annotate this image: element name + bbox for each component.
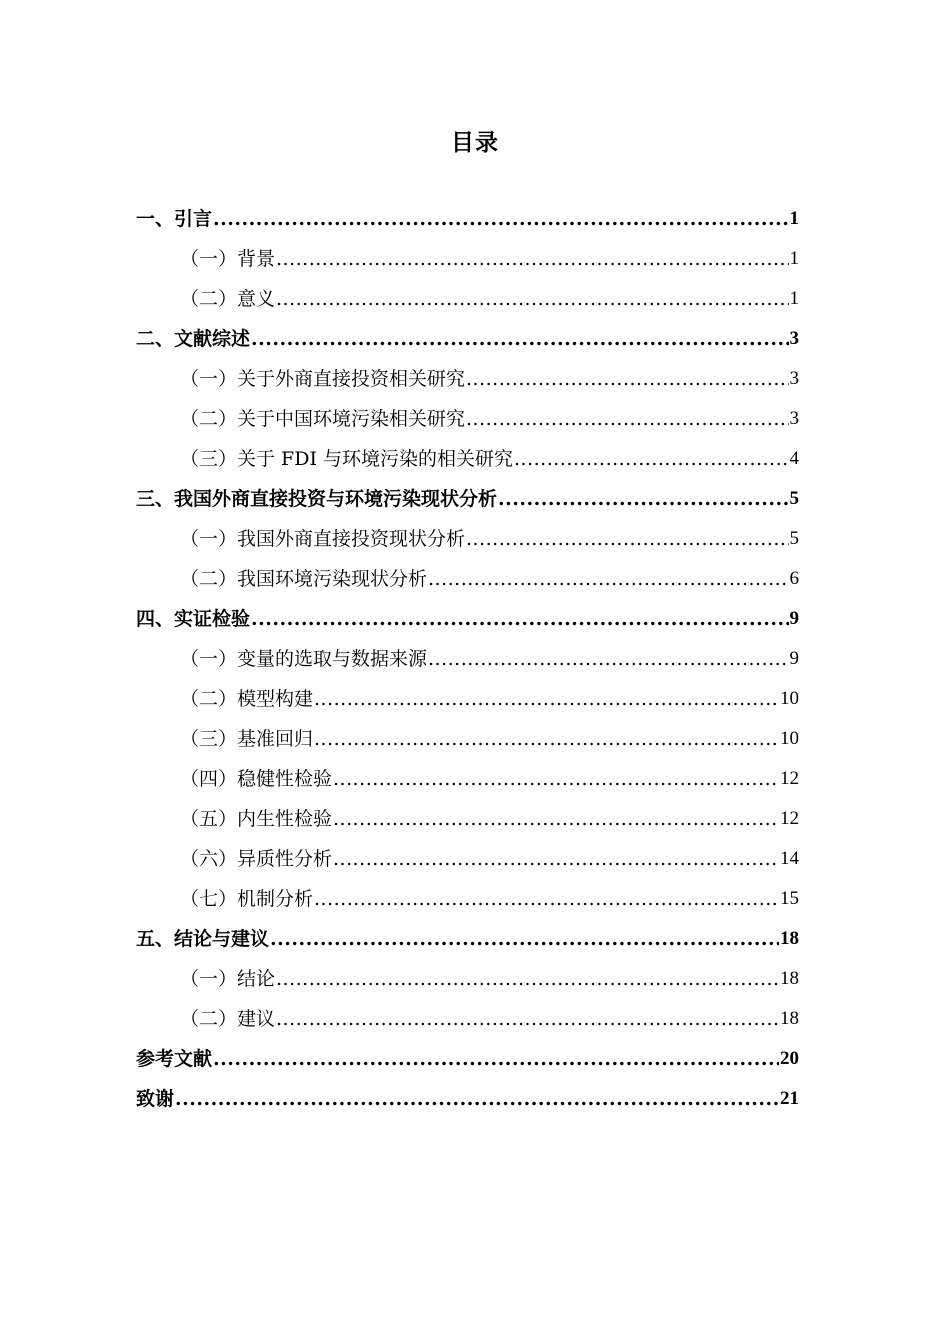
toc-entry-title: （五）内生性检验 [180,808,333,830]
toc-leader-dots [466,408,788,430]
toc-entry[interactable] [136,558,799,598]
toc-leader-dots [251,328,788,350]
toc-leader-dots [428,648,788,670]
toc-entry[interactable] [136,438,799,478]
toc-entry[interactable] [136,918,799,958]
toc-entry-title: （一）我国外商直接投资现状分析 [180,528,466,550]
toc-entry-title: （三）基准回归 [180,728,314,750]
toc-leader-dots [276,1008,779,1030]
toc-entry[interactable] [136,758,799,798]
toc-entry[interactable] [136,958,799,998]
toc-entry-title: （二）模型构建 [180,688,314,710]
toc-entry[interactable] [136,798,799,838]
toc-leader-dots [466,528,788,550]
toc-entry[interactable] [136,358,799,398]
toc-leader-dots [314,728,779,750]
toc-page-number: 10 [780,688,799,709]
toc-leader-dots [333,808,779,830]
toc-page-number: 1 [789,208,799,229]
toc-entry[interactable] [136,478,799,518]
toc-entry[interactable] [136,318,799,358]
toc-entry[interactable] [136,518,799,558]
toc-page-number: 5 [789,488,799,509]
toc-leader-dots [276,248,788,270]
toc-entry-title: （四）稳健性检验 [180,768,333,790]
toc-leader-dots [466,368,788,390]
toc-entry-title: 三、我国外商直接投资与环境污染现状分析 [136,488,498,510]
toc-entry-title: （三）关于 FDI 与环境污染的相关研究 [180,448,514,470]
toc-entry-title: 致谢 [136,1088,175,1110]
page-title: 目录 [451,129,499,156]
toc-leader-dots [314,888,779,910]
toc-entry[interactable] [136,838,799,878]
toc-page-number: 12 [780,808,799,829]
toc-entry[interactable] [136,1078,799,1118]
toc-leader-dots [498,488,788,510]
toc-entry-title: （一）关于外商直接投资相关研究 [180,368,466,390]
toc-entry[interactable] [136,1038,799,1078]
toc-entry-title: （二）我国环境污染现状分析 [180,568,428,590]
toc-entry-title: （六）异质性分析 [180,848,333,870]
toc-entry[interactable] [136,998,799,1038]
toc-entry-title: （七）机制分析 [180,888,314,910]
toc-leader-dots [213,1048,779,1070]
toc-entry-title: （一）结论 [180,968,276,990]
toc-page-number: 3 [789,408,799,429]
toc-page-number: 21 [780,1088,799,1109]
toc-page-number: 3 [789,368,799,389]
toc-page-number: 5 [789,528,799,549]
toc-page-number: 20 [780,1048,799,1069]
toc-page-number: 4 [789,448,799,469]
toc-page-number: 18 [780,928,799,949]
toc-entry-title: （一）背景 [180,248,276,270]
toc-page-number: 12 [780,768,799,789]
toc-entry[interactable] [136,598,799,638]
toc-entry-title: 参考文献 [136,1048,213,1070]
toc-entry-title: 一、引言 [136,208,213,230]
toc-leader-dots [428,568,788,590]
toc-entry[interactable] [136,718,799,758]
toc-entry[interactable] [136,278,799,318]
toc-entry-title: （二）关于中国环境污染相关研究 [180,408,466,430]
toc-entry[interactable] [136,678,799,718]
table-of-contents [136,198,799,1118]
toc-leader-dots [276,968,779,990]
toc-leader-dots [251,608,788,630]
toc-page-number: 1 [789,288,799,309]
toc-leader-dots [333,768,779,790]
toc-page-number: 9 [789,648,799,669]
toc-entry[interactable] [136,398,799,438]
toc-leader-dots [276,288,788,310]
toc-leader-dots [314,688,779,710]
toc-page-number: 6 [789,568,799,589]
toc-entry[interactable] [136,198,799,238]
toc-page-number: 10 [780,728,799,749]
toc-entry-title: （二）意义 [180,288,276,310]
toc-page-number: 1 [789,248,799,269]
toc-page-number: 9 [789,608,799,629]
toc-page-number: 18 [780,968,799,989]
toc-entry-title: 五、结论与建议 [136,928,270,950]
toc-entry-title: （一）变量的选取与数据来源 [180,648,428,670]
toc-page-number: 15 [780,888,799,909]
toc-page-number: 3 [789,328,799,349]
toc-page-number: 18 [780,1008,799,1029]
toc-entry-title: （二）建议 [180,1008,276,1030]
toc-entry-title: 二、文献综述 [136,328,251,350]
toc-entry[interactable] [136,638,799,678]
toc-entry-title: 四、实证检验 [136,608,251,630]
toc-entry[interactable] [136,878,799,918]
toc-leader-dots [333,848,779,870]
toc-leader-dots [270,928,779,950]
toc-leader-dots [175,1088,779,1110]
toc-page-number: 14 [780,848,799,869]
toc-leader-dots [514,448,788,470]
toc-leader-dots [213,208,788,230]
toc-entry[interactable] [136,238,799,278]
